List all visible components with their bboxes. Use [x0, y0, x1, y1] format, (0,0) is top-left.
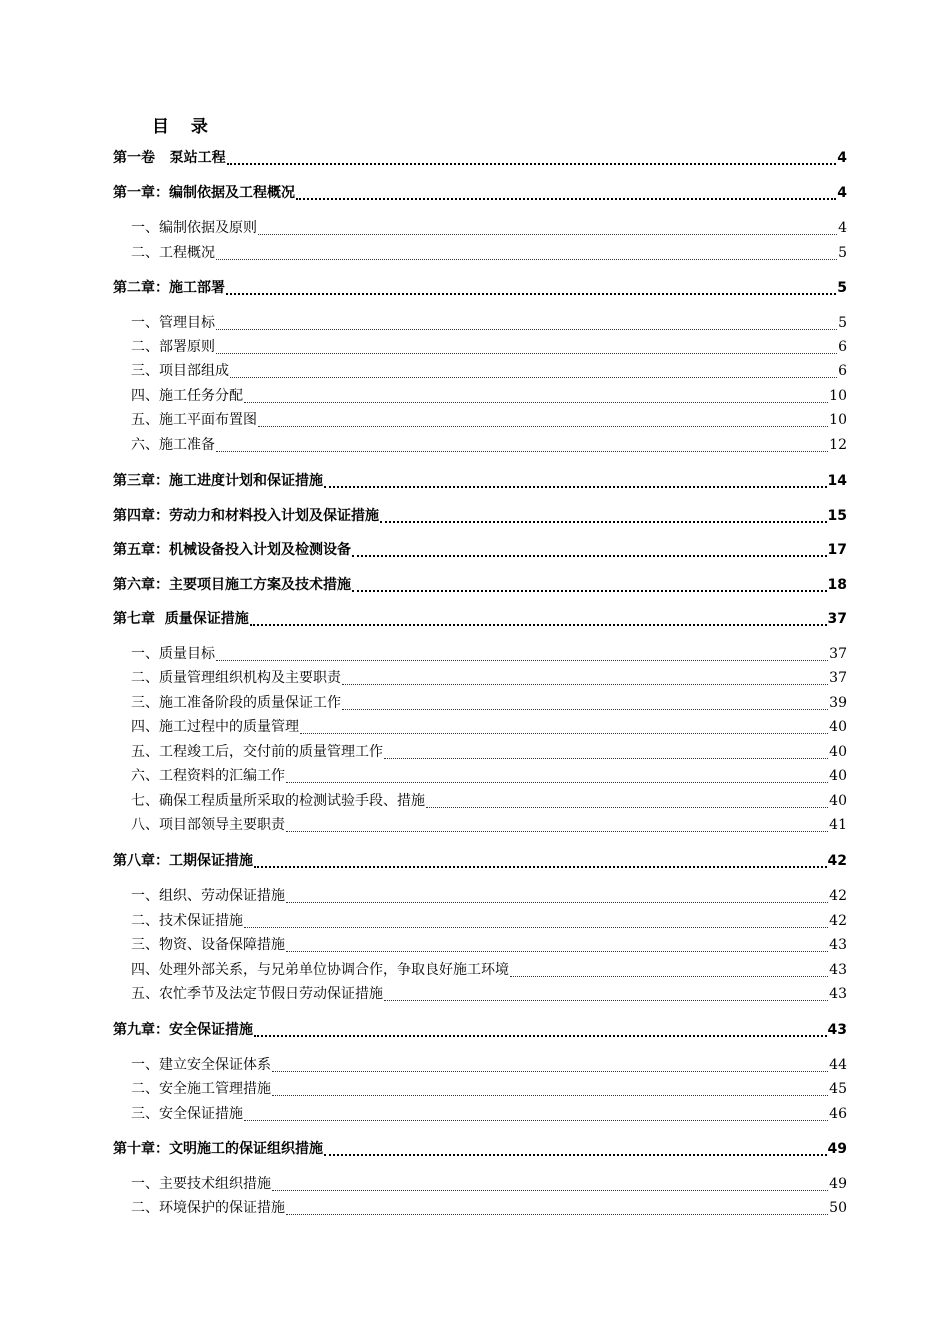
toc-entry-title: 六、工程资料的汇编工作	[131, 768, 285, 784]
toc-entry-title: 二、部署原则	[131, 339, 215, 355]
toc-page-number: 43	[829, 986, 847, 1002]
toc-page-number: 50	[829, 1200, 847, 1216]
toc-section-entry[interactable]	[131, 433, 847, 455]
toc-dot-leader	[286, 886, 828, 903]
toc-dot-leader	[216, 243, 837, 260]
toc-dot-leader	[384, 984, 828, 1001]
toc-dot-leader	[272, 1055, 828, 1072]
toc-page-number: 40	[829, 793, 847, 809]
toc-section-entry[interactable]	[131, 764, 847, 786]
toc-entry-title: 二、安全施工管理措施	[131, 1081, 271, 1097]
toc-dot-leader	[296, 182, 836, 200]
toc-chapter-entry[interactable]	[113, 181, 847, 203]
toc-dot-leader	[286, 1198, 828, 1215]
toc-dot-leader	[227, 147, 837, 165]
toc-entry-title: 三、物资、设备保障措施	[131, 937, 285, 953]
toc-section-entry[interactable]	[131, 715, 847, 737]
toc-dot-leader	[380, 505, 827, 523]
toc-section-entry[interactable]	[131, 311, 847, 333]
toc-dot-leader	[510, 960, 828, 977]
toc-page-number: 43	[829, 962, 847, 978]
toc-entry-title: 二、工程概况	[131, 245, 215, 261]
toc-entry-title: 第九章：安全保证措施	[113, 1022, 253, 1038]
toc-page-number: 40	[829, 768, 847, 784]
toc-entry-title: 三、项目部组成	[131, 363, 229, 379]
toc-page-number: 46	[829, 1106, 847, 1122]
toc-dot-leader	[258, 410, 828, 427]
toc-section-entry[interactable]	[131, 958, 847, 980]
toc-entry-title: 八、项目部领导主要职责	[131, 817, 285, 833]
toc-entry-title: 第六章：主要项目施工方案及技术措施	[113, 577, 351, 593]
toc-section-entry[interactable]	[131, 789, 847, 811]
toc-entry-title: 一、主要技术组织措施	[131, 1176, 271, 1192]
toc-section-entry[interactable]	[131, 909, 847, 931]
toc-page-number: 42	[827, 853, 847, 869]
toc-page-number: 6	[838, 363, 847, 379]
toc-section-entry[interactable]	[131, 1172, 847, 1194]
toc-section-entry[interactable]	[131, 933, 847, 955]
toc-entry-title: 四、施工任务分配	[131, 388, 243, 404]
toc-section-entry[interactable]	[131, 740, 847, 762]
toc-chapter-entry[interactable]	[113, 146, 847, 168]
toc-chapter-entry[interactable]	[113, 1018, 847, 1040]
toc-dot-leader	[254, 1019, 827, 1037]
toc-entry-title: 三、安全保证措施	[131, 1106, 243, 1122]
toc-dot-leader	[384, 742, 828, 759]
toc-section-entry[interactable]	[131, 691, 847, 713]
toc-page-number: 40	[829, 744, 847, 760]
toc-chapter-entry[interactable]	[113, 1137, 847, 1159]
toc-entry-title: 第一章：编制依据及工程概况	[113, 185, 295, 201]
toc-page-number: 37	[829, 670, 847, 686]
toc-dot-leader	[244, 1104, 828, 1121]
toc-page-number: 41	[829, 817, 847, 833]
toc-entry-title: 一、质量目标	[131, 646, 215, 662]
toc-page-number: 39	[829, 695, 847, 711]
toc-section-entry[interactable]	[131, 1053, 847, 1075]
toc-page-number: 17	[827, 542, 847, 558]
toc-entry-title: 二、技术保证措施	[131, 913, 243, 929]
toc-page-number: 49	[827, 1141, 847, 1157]
toc-dot-leader	[258, 218, 837, 235]
toc-section-entry[interactable]	[131, 1196, 847, 1218]
toc-section-entry[interactable]	[131, 216, 847, 238]
toc-page-number: 37	[827, 611, 847, 627]
toc-entry-title: 五、工程竣工后，交付前的质量管理工作	[131, 744, 383, 760]
toc-page-number: 18	[827, 577, 847, 593]
toc-page-number: 4	[837, 185, 847, 201]
toc-page-number: 15	[827, 508, 847, 524]
toc-dot-leader	[216, 435, 828, 452]
toc-dot-leader	[216, 337, 837, 354]
toc-page-number: 5	[837, 280, 847, 296]
toc-chapter-entry[interactable]	[113, 538, 847, 560]
toc-dot-leader	[324, 1138, 827, 1156]
toc-title: 目 录	[152, 117, 216, 137]
toc-entry-title: 一、编制依据及原则	[131, 220, 257, 236]
toc-entry-title: 四、施工过程中的质量管理	[131, 719, 299, 735]
toc-page-number: 49	[829, 1176, 847, 1192]
toc-dot-leader	[352, 574, 827, 592]
toc-dot-leader	[226, 277, 836, 295]
toc-section-entry[interactable]	[131, 642, 847, 664]
toc-page-number: 45	[829, 1081, 847, 1097]
toc-dot-leader	[300, 717, 828, 734]
toc-page-number: 42	[829, 913, 847, 929]
toc-section-entry[interactable]	[131, 982, 847, 1004]
toc-chapter-entry[interactable]	[113, 849, 847, 871]
toc-dot-leader	[426, 791, 828, 808]
toc-entry-title: 第四章：劳动力和材料投入计划及保证措施	[113, 508, 379, 524]
toc-dot-leader	[272, 1174, 828, 1191]
toc-entry-title: 第一卷 泵站工程	[113, 150, 226, 166]
toc-entry-title: 第十章：文明施工的保证组织措施	[113, 1141, 323, 1157]
toc-entry-title: 二、质量管理组织机构及主要职责	[131, 670, 341, 686]
toc-page-number: 4	[837, 150, 847, 166]
toc-dot-leader	[286, 766, 828, 783]
toc-entry-title: 六、施工准备	[131, 437, 215, 453]
toc-dot-leader	[230, 361, 837, 378]
toc-section-entry[interactable]	[131, 666, 847, 688]
toc-entry-title: 第二章：施工部署	[113, 280, 225, 296]
toc-chapter-entry[interactable]	[113, 607, 847, 629]
toc-section-entry[interactable]	[131, 359, 847, 381]
toc-entry-title: 一、组织、劳动保证措施	[131, 888, 285, 904]
toc-page-number: 12	[829, 437, 847, 453]
toc-page-number: 44	[829, 1057, 847, 1073]
toc-page-number: 43	[827, 1022, 847, 1038]
toc-entry-title: 第七章 质量保证措施	[113, 611, 249, 627]
toc-dot-leader	[250, 608, 827, 626]
toc-entry-title: 二、环境保护的保证措施	[131, 1200, 285, 1216]
toc-chapter-entry[interactable]	[113, 504, 847, 526]
toc-page-number: 37	[829, 646, 847, 662]
toc-page-number: 10	[829, 412, 847, 428]
toc-page-number: 4	[838, 220, 847, 236]
toc-page-number: 14	[827, 473, 847, 489]
toc-entry-title: 三、施工准备阶段的质量保证工作	[131, 695, 341, 711]
toc-dot-leader	[272, 1079, 828, 1096]
toc-entry-title: 五、施工平面布置图	[131, 412, 257, 428]
toc-dot-leader	[342, 693, 828, 710]
toc-entry-title: 第八章：工期保证措施	[113, 853, 253, 869]
toc-section-entry[interactable]	[131, 1102, 847, 1124]
toc-section-entry[interactable]	[131, 884, 847, 906]
toc-section-entry[interactable]	[131, 1077, 847, 1099]
toc-page-number: 43	[829, 937, 847, 953]
toc-dot-leader	[324, 470, 827, 488]
toc-entry-title: 一、建立安全保证体系	[131, 1057, 271, 1073]
toc-chapter-entry[interactable]	[113, 573, 847, 595]
toc-dot-leader	[216, 644, 828, 661]
toc-entry-title: 五、农忙季节及法定节假日劳动保证措施	[131, 986, 383, 1002]
toc-dot-leader	[244, 911, 828, 928]
toc-dot-leader	[254, 850, 827, 868]
toc-entry-title: 第三章：施工进度计划和保证措施	[113, 473, 323, 489]
toc-entry-title: 七、确保工程质量所采取的检测试验手段、措施	[131, 793, 425, 809]
toc-entry-title: 一、管理目标	[131, 315, 215, 331]
toc-dot-leader	[342, 668, 828, 685]
toc-section-entry[interactable]	[131, 335, 847, 357]
toc-dot-leader	[244, 386, 828, 403]
toc-page-number: 6	[838, 339, 847, 355]
toc-page-number: 10	[829, 388, 847, 404]
toc-section-entry[interactable]	[131, 813, 847, 835]
toc-dot-leader	[286, 935, 828, 952]
toc-section-entry[interactable]	[131, 408, 847, 430]
toc-chapter-entry[interactable]	[113, 276, 847, 298]
toc-page-number: 5	[838, 315, 847, 331]
toc-dot-leader	[286, 815, 828, 832]
toc-page-number: 40	[829, 719, 847, 735]
toc-chapter-entry[interactable]	[113, 469, 847, 491]
toc-page-number: 5	[838, 245, 847, 261]
toc-section-entry[interactable]	[131, 241, 847, 263]
toc-section-entry[interactable]	[131, 384, 847, 406]
toc-entry-title: 四、处理外部关系，与兄弟单位协调合作，争取良好施工环境	[131, 962, 509, 978]
toc-dot-leader	[352, 539, 827, 557]
toc-entry-title: 第五章：机械设备投入计划及检测设备	[113, 542, 351, 558]
toc-dot-leader	[216, 313, 837, 330]
toc-page-number: 42	[829, 888, 847, 904]
